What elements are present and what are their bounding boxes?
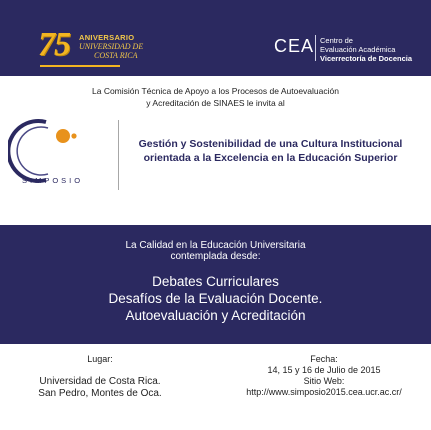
- simposio-title-line1: Gestión y Sostenibilidad de una Cultura Institucional: [138, 138, 403, 150]
- logo-75-line3: COSTA RICA: [94, 51, 138, 60]
- topic-item: Autoevaluación y Acreditación: [125, 308, 306, 323]
- logo-75-number: 75: [38, 26, 70, 63]
- cea-line1: Centro de: [320, 36, 353, 45]
- sitio-web-label: Sitio Web:: [303, 376, 345, 386]
- calidad-line1: La Calidad en la Educación Universitaria: [125, 240, 306, 251]
- fecha-dates: 14, 15 y 16 de Julio de 2015: [267, 365, 381, 375]
- simposio-logo-text: SIMPOSIO: [22, 176, 84, 185]
- simposio-dot-small: [71, 133, 76, 138]
- topic-item: Debates Curriculares: [152, 274, 279, 289]
- fecha-label: Fecha:: [310, 354, 338, 364]
- topic-item: Desafíos de la Evaluación Docente.: [108, 291, 323, 306]
- lugar-line1: Universidad de Costa Rica.: [39, 376, 161, 387]
- cea-acronym: CEA: [274, 36, 315, 56]
- calidad-line2: contemplada desde:: [170, 251, 261, 262]
- simposio-dot-large: [56, 129, 70, 143]
- simposio-title-line2: orientada a la Excelencia en la Educación Superior: [143, 152, 398, 164]
- cea-line3: Vicerrectoría de Docencia: [320, 54, 412, 63]
- cea-line2: Evaluación Académica: [320, 45, 396, 54]
- logo-75-line2: UNIVERSIDAD DE: [79, 42, 144, 51]
- sitio-web-link[interactable]: http://www.simposio2015.cea.ucr.ac.cr/: [246, 387, 402, 397]
- cea-divider: [315, 35, 316, 61]
- simposio-arc-outer: [8, 121, 46, 181]
- invitation-line2: y Acreditación de SINAES le invita al: [146, 98, 285, 108]
- ucr-75-aniversario-logo: [38, 26, 144, 68]
- simposio-arc-inner: [17, 127, 48, 175]
- invitation-line1: La Comisión Técnica de Apoyo a los Procesos de Autoevaluación: [92, 86, 339, 96]
- logo-75-underline: [40, 65, 120, 67]
- logo-75-line1: ANIVERSARIO: [79, 33, 135, 42]
- lugar-line2: San Pedro, Montes de Oca.: [38, 388, 162, 399]
- lugar-label: Lugar:: [87, 354, 113, 364]
